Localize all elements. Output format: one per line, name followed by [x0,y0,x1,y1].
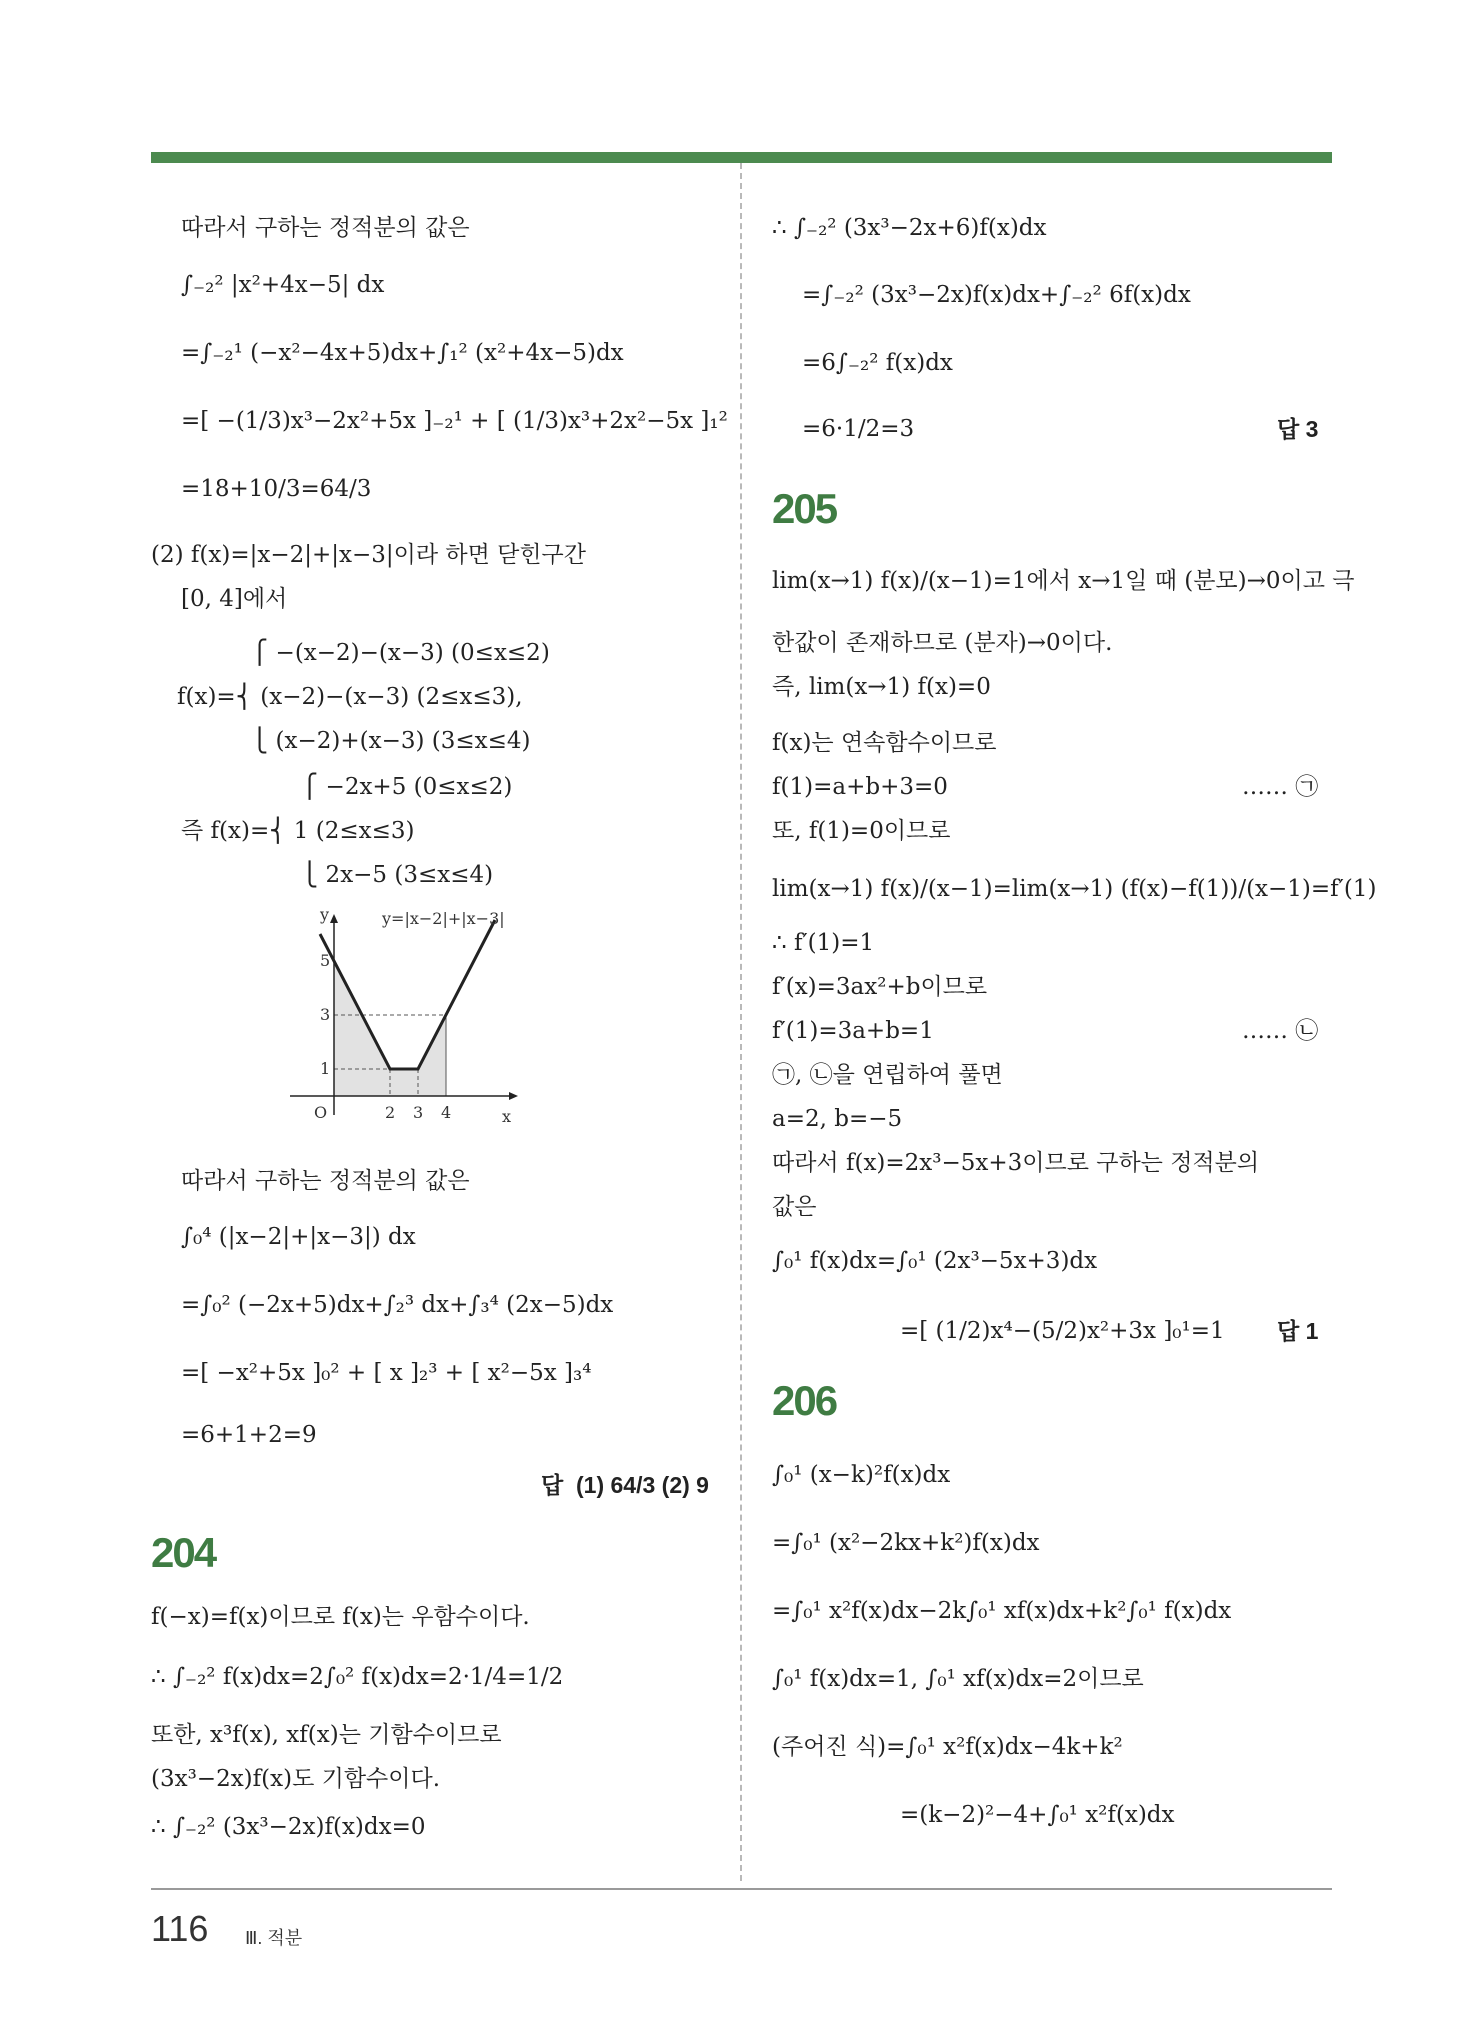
y-axis-arrow [330,914,338,923]
math-line: 즉, lim(x→1) f(x)=0 [772,674,991,700]
text-line: 한값이 존재하므로 (분자)→0이다. [772,630,1113,656]
problem-number: 206 [772,1377,837,1424]
math-line: ∫₀⁴ (|x−2|+|x−3|) dx [181,1224,416,1250]
math-line: lim(x→1) f(x)/(x−1)=1에서 x→1일 때 (분모)→0이고 극 [772,568,1355,594]
math-line: =[ −x²+5x ]₀² + [ x ]₂³ + [ x²−5x ]₃⁴ [181,1360,592,1386]
math-line: f′(x)=3ax²+b이므로 [772,974,988,1000]
x-tick-label: 4 [441,1103,452,1122]
math-line: =∫₀¹ (x²−2kx+k²)f(x)dx [772,1530,1040,1556]
text-line: (2) f(x)=|x−2|+|x−3|이라 하면 닫힌구간 [151,542,586,568]
math-line: ∫₀¹ (x−k)²f(x)dx [772,1462,951,1488]
math-line: f′(1)=3a+b=1 [772,1018,934,1044]
math-line: (주어진 식)=∫₀¹ x²f(x)dx−4k+k² [772,1734,1123,1760]
math-line: f(1)=a+b+3=0 [772,774,948,800]
math-line: =6∫₋₂² f(x)dx [802,350,953,376]
math-line: ∴ ∫₋₂² (3x³−2x+6)f(x)dx [772,215,1047,241]
bottom-rule [151,1888,1332,1890]
math-line: ∫₋₂² |x²+4x−5| dx [181,272,385,298]
math-line: ⎧ −2x+5 (0≤x≤2) [301,774,513,800]
x-axis-label: x [502,1107,512,1126]
text-line: ㉠, ㉡을 연립하여 풀면 [772,1062,1003,1088]
math-line: =6+1+2=9 [181,1422,317,1448]
math-line: f(x)=⎨ (x−2)−(x−3) (2≤x≤3), [177,684,523,710]
math-line: 즉 f(x)=⎨ 1 (2≤x≤3) [181,818,415,844]
text-line: 따라서 구하는 정적분의 값은 [181,1168,470,1194]
x-tick-label: 2 [385,1103,396,1122]
text-line: f(−x)=f(x)이므로 f(x)는 우함수이다. [151,1604,530,1630]
math-line: ∴ ∫₋₂² (3x³−2x)f(x)dx=0 [151,1814,426,1840]
top-green-bar [151,152,1332,163]
math-line: lim(x→1) f(x)/(x−1)=lim(x→1) (f(x)−f(1))/(x−1)=f′(1) [772,876,1377,902]
math-line: ∫₀¹ f(x)dx=1, ∫₀¹ xf(x)dx=2이므로 [772,1666,1144,1692]
math-line: =[ −(1/3)x³−2x²+5x ]₋₂¹ + [ (1/3)x³+2x²−5x ]₁² [181,408,728,434]
text-line: 따라서 구하는 정적분의 값은 [181,215,470,241]
math-line: ⎩ 2x−5 (3≤x≤4) [301,862,494,888]
math-line: =∫₋₂¹ (−x²−4x+5)dx+∫₁² (x²+4x−5)dx [181,340,624,366]
answer: 답 1 [1277,1318,1319,1344]
function-graph [290,900,530,1130]
answer-text: (1) 64/3 (2) 9 [576,1472,709,1498]
text-line: 값은 [772,1194,817,1220]
origin-label: O [314,1103,328,1122]
math-line: =(k−2)²−4+∫₀¹ x²f(x)dx [900,1802,1175,1828]
text-line: (3x³−2x)f(x)도 기함수이다. [151,1766,441,1792]
text-line: 또, f(1)=0이므로 [772,818,951,844]
answer: 답 3 [1277,416,1319,442]
math-line: ∴ ∫₋₂² f(x)dx=2∫₀² f(x)dx=2·1/4=1/2 [151,1664,564,1690]
math-line: ∫₀¹ f(x)dx=∫₀¹ (2x³−5x+3)dx [772,1248,1098,1274]
y-tick-label: 5 [320,951,331,970]
curve-label: y=|x−2|+|x−3| [382,909,505,928]
text-line: 따라서 f(x)=2x³−5x+3이므로 구하는 정적분의 [772,1150,1260,1176]
problem-number: 204 [151,1529,216,1576]
shaded-area [334,961,446,1096]
math-line: ⎧ −(x−2)−(x−3) (0≤x≤2) [251,640,550,666]
math-line: =∫₀¹ x²f(x)dx−2k∫₀¹ xf(x)dx+k²∫₀¹ f(x)dx [772,1598,1232,1624]
chapter-label: Ⅲ. 적분 [245,1928,303,1948]
equation-mark: …… ㉡ [1242,1018,1319,1044]
x-tick-label: 3 [413,1103,424,1122]
column-divider [740,163,742,1881]
y-axis-label: y [320,905,330,924]
problem-number: 205 [772,485,837,532]
answer-label: 답 [541,1472,564,1498]
math-line: ⎩ (x−2)+(x−3) (3≤x≤4) [251,728,531,754]
math-line: =∫₀² (−2x+5)dx+∫₂³ dx+∫₃⁴ (2x−5)dx [181,1292,614,1318]
y-tick-label: 3 [320,1005,331,1024]
math-line: =∫₋₂² (3x³−2x)f(x)dx+∫₋₂² 6f(x)dx [802,282,1191,308]
text-line: [0, 4]에서 [181,586,288,612]
equation-mark: …… ㉠ [1242,774,1319,800]
text-line: 또한, x³f(x), xf(x)는 기함수이므로 [151,1722,502,1748]
page-number: 116 [151,1908,209,1949]
y-tick-label: 1 [320,1059,331,1078]
math-line: a=2, b=−5 [772,1106,903,1132]
math-line: =6·1/2=3 [802,416,915,442]
x-axis-arrow [509,1092,518,1100]
math-line: =18+10/3=64/3 [181,476,372,502]
math-line: =[ (1/2)x⁴−(5/2)x²+3x ]₀¹=1 [900,1318,1225,1344]
math-line: ∴ f′(1)=1 [772,930,875,956]
text-line: f(x)는 연속함수이므로 [772,730,997,756]
